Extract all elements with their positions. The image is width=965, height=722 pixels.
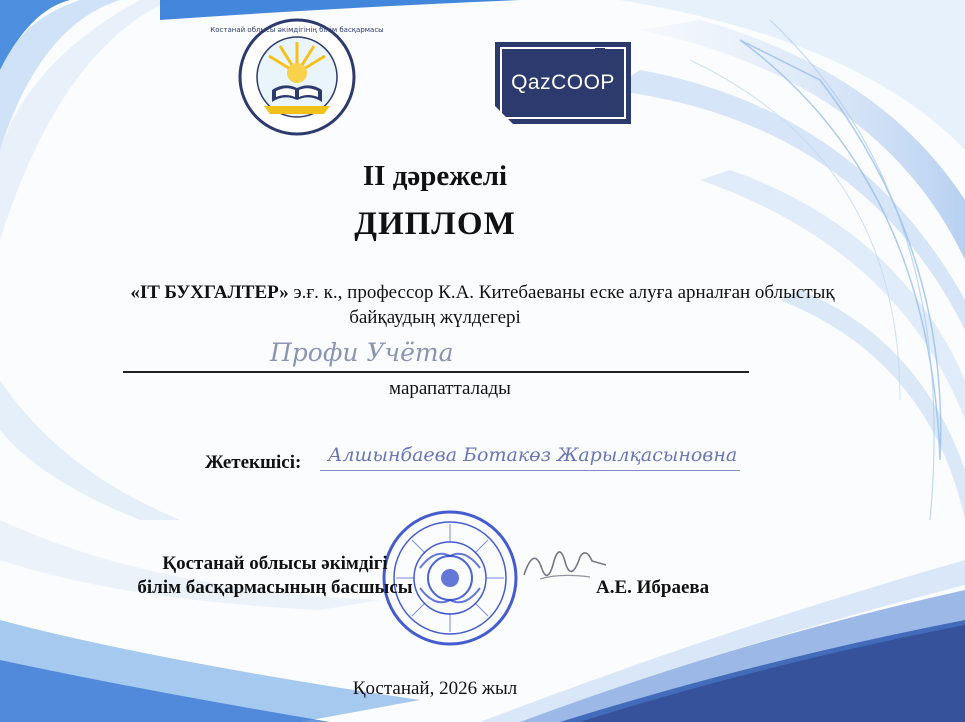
contest-description-line1 [0, 282, 965, 304]
diploma-title: ДИПЛОМ [354, 206, 516, 242]
official-position-line2: білім басқармасының басшысы [137, 577, 413, 598]
qazcoop-logo-text: QazCOOP [511, 71, 615, 94]
recipient-underline [123, 371, 749, 373]
place-and-date: Қостанай, 2026 жыл [352, 678, 518, 699]
supervisor-label: Жетекшісі: [205, 452, 302, 473]
awarded-text: марапатталады [389, 378, 511, 399]
emblem-ring-text: Костанай облысы әкімдігінің білім басқармасы [210, 26, 384, 34]
regional-education-emblem [210, 18, 384, 136]
official-name: А.Е. Ибраева [596, 577, 710, 598]
contest-description-rest: э.ғ. к., профессор К.А. Китебаеваны еске алуға арналған облыстық [288, 282, 835, 303]
qazcoop-logo [495, 42, 631, 124]
contest-description-line2: байқаудың жүлдегері [349, 307, 521, 328]
supervisor-underline [320, 470, 740, 471]
recipient-name-handwritten: Профи Учёта [270, 338, 454, 367]
diploma-degree: II дәрежелі [362, 160, 508, 192]
supervisor-name-handwritten: Алшынбаева Ботакөз Жарылқасыновна [328, 444, 738, 466]
regional-education-emblem-icon [210, 18, 384, 136]
official-position-line1: Қостанай облысы әкімдігі [162, 553, 388, 574]
contest-name: «IT БУХГАЛТЕР» [130, 282, 289, 303]
